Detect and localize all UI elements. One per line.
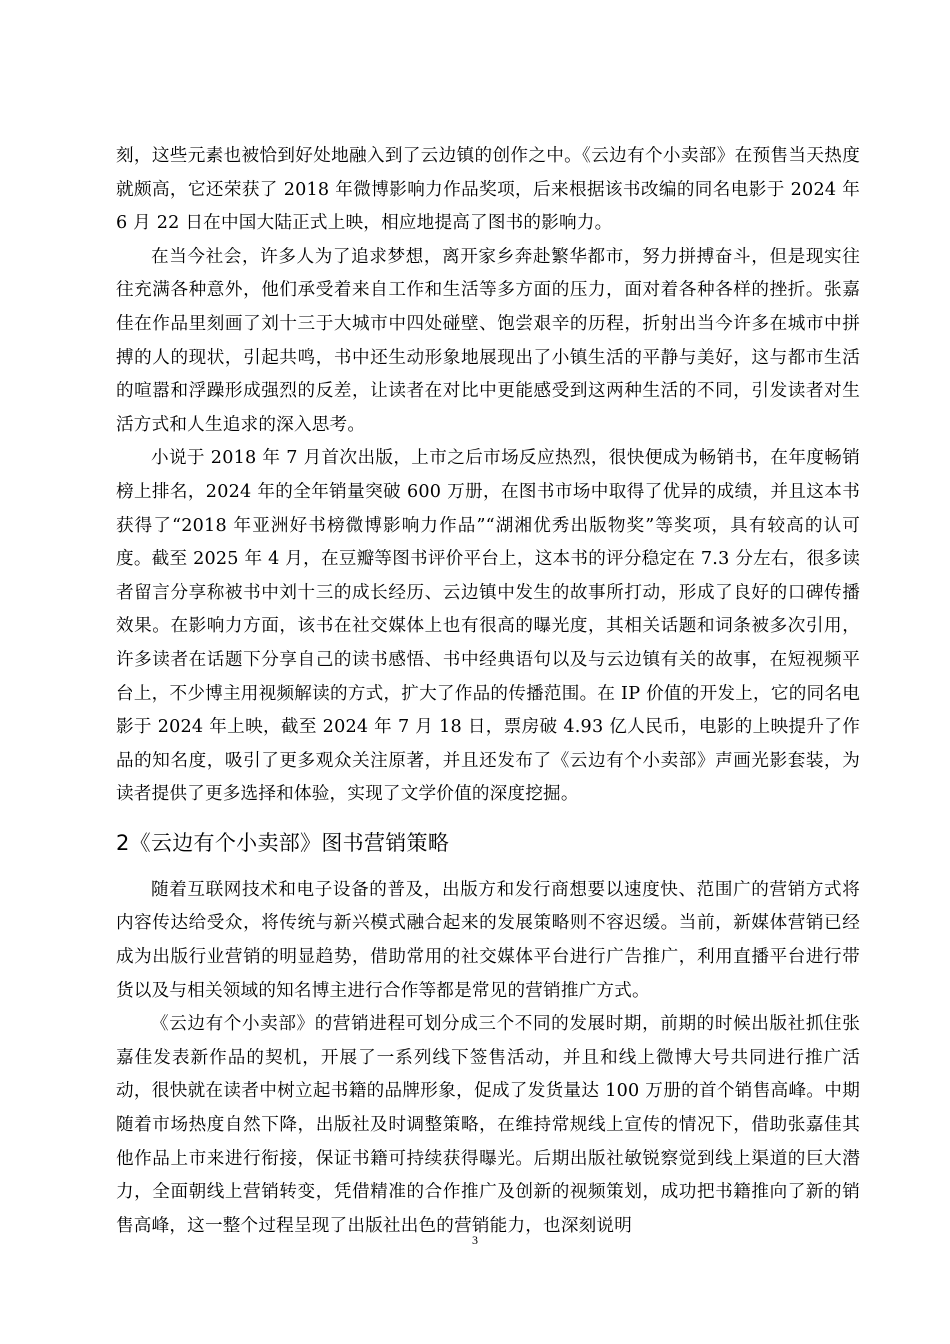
page-content [116,140,860,1243]
paragraph-marketing-trend: 随着互联网技术和电子设备的普及，出版方和发行商想要以速度快、范围广的营销方式将内容传达给受众，将传统与新兴模式融合起来的发展策略则不容迟缓。当前，新媒体营销已经成为出版行业营销的明显趋势，借助常用的社交媒体平台进行广告推广，利用直播平台进行带货以及与相关领域的知名博主进行合作等都是常见的营销推广方式。 [116,879,860,1001]
paragraph-marketing-stages: 《云边有个小卖部》的营销进程可划分成三个不同的发展时期，前期的时候出版社抓住张嘉佳发表新作品的契机，开展了一系列线下签售活动，并且和线上微博大号共同进行推广活动，很快就在读者中树立起书籍的品牌形象，促成了发货量达 100 万册的首个销售高峰。中期随着市场热度自然下降，出版社及时调整策略，在维持常规线上宣传的情况下，借助张嘉佳其他作品上市来进行衔接，保证书籍可持续获得曝光。后期出版社敏锐察觉到线上渠道的巨大潜力，全面朝线上营销转变，凭借精准的合作推广及创新的视频策划，成功把书籍推向了新的销售高峰，这一整个过程呈现了出版社出色的营销能力，也深刻说明 [116,1014,860,1236]
paragraph-continuation: 刻，这些元素也被恰到好处地融入到了云边镇的创作之中。《云边有个小卖部》在预售当天热度就颇高，它还荣获了 2018 年微博影响力作品奖项，后来根据该书改编的同名电影于 2024 年 6 月 22 日在中国大陆正式上映，相应地提高了图书的影响力。 [116,146,860,234]
paragraph-social-context: 在当今社会，许多人为了追求梦想，离开家乡奔赴繁华都市，努力拼搏奋斗，但是现实往往充满各种意外，他们承受着来自工作和生活等多方面的压力，面对着各种各样的挫折。张嘉佳在作品里刻画了刘十三于大城市中四处碰壁、饱尝艰辛的历程，折射出当今许多在城市中拼搏的人的现状，引起共鸣，书中还生动形象地展现出了小镇生活的平静与美好，这与都市生活的喧嚣和浮躁形成强烈的反差，让读者在对比中更能感受到这两种生活的不同，引发读者对生活方式和人生追求的深入思考。 [116,246,860,435]
paragraph-market-performance: 小说于 2018 年 7 月首次出版，上市之后市场反应热烈，很快便成为畅销书，在年度畅销榜上排名，2024 年的全年销量突破 600 万册，在图书市场中取得了优异的成绩，并且这本书获得了“2018 年亚洲好书榜微博影响力作品”“湖湘优秀出版物奖”等奖项，具有较高的认可度。截至 2025 年 4 月，在豆瓣等图书评价平台上，这本书的评分稳定在 7.3 分左右，很多读者留言分享称被书中刘十三的成长经历、云边镇中发生的故事所打动，形成了良好的口碑传播效果。在影响力方面，该书在社交媒体上也有很高的曝光度，其相关话题和词条被多次引用，许多读者在话题下分享自己的读书感悟、书中经典语句以及与云边镇有关的故事，在短视频平台上，不少博主用视频解读的方式，扩大了作品的传播范围。在 IP 价值的开发上，它的同名电影于 2024 年上映，截至 2024 年 7 月 18 日，票房破 4.93 亿人民币，电影的上映提升了作品的知名度，吸引了更多观众关注原著，并且还发布了《云边有个小卖部》声画光影套装，为读者提供了更多选择和体验，实现了文学价值的深度挖掘。 [116,448,860,805]
page-number: 3 [472,1233,478,1247]
section-heading: 2《云边有个小卖部》图书营销策略 [116,830,450,855]
